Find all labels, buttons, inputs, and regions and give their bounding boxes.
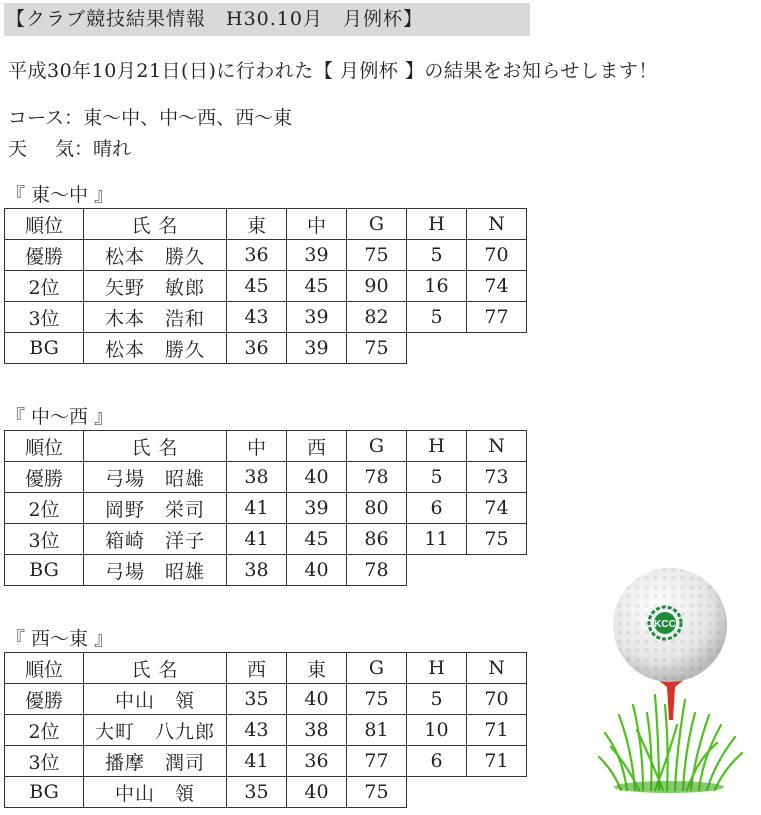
rank-cell: 優勝 <box>5 240 84 271</box>
net-cell: 73 <box>467 462 527 493</box>
table-row <box>5 240 527 271</box>
net-cell: 71 <box>467 715 527 746</box>
name-cell: 大町 八九郎 <box>84 715 227 746</box>
gross-cell: 80 <box>347 493 407 524</box>
score-cell: 35 <box>227 777 287 808</box>
name-cell: 弓場 昭雄 <box>84 555 227 586</box>
score-cell: 45 <box>287 524 347 555</box>
rank-cell: BG <box>5 777 84 808</box>
gross-cell: 90 <box>347 271 407 302</box>
score-cell: 45 <box>287 271 347 302</box>
rank-cell: 3位 <box>5 524 84 555</box>
rank-cell: BG <box>5 333 84 364</box>
gross-cell: 86 <box>347 524 407 555</box>
score-cell: 36 <box>287 746 347 777</box>
table-row <box>5 715 527 746</box>
score-cell: 41 <box>227 493 287 524</box>
rank-cell: 2位 <box>5 715 84 746</box>
table-row <box>5 271 527 302</box>
column-header: H <box>407 209 467 240</box>
score-cell: 39 <box>287 493 347 524</box>
score-cell: 41 <box>227 524 287 555</box>
score-cell: 36 <box>227 333 287 364</box>
handicap-cell: 5 <box>407 462 467 493</box>
gross-cell: 75 <box>347 240 407 271</box>
gross-cell: 77 <box>347 746 407 777</box>
score-cell: 39 <box>287 240 347 271</box>
column-header: 順位 <box>5 209 84 240</box>
score-cell: 38 <box>227 555 287 586</box>
score-cell: 35 <box>227 684 287 715</box>
weather-line <box>8 134 131 161</box>
column-header: N <box>467 209 527 240</box>
table-header-row <box>5 431 527 462</box>
score-cell: 36 <box>227 240 287 271</box>
score-cell: 43 <box>227 302 287 333</box>
rank-cell: 優勝 <box>5 684 84 715</box>
section-heading: 『 西～東 』 <box>6 628 114 650</box>
name-cell: 松本 勝久 <box>84 240 227 271</box>
table-row <box>5 493 527 524</box>
table-row <box>5 524 527 555</box>
course-line <box>8 103 292 130</box>
column-header: 氏 名 <box>84 653 227 684</box>
score-cell: 40 <box>287 777 347 808</box>
table-row <box>5 462 527 493</box>
name-cell: 岡野 栄司 <box>84 493 227 524</box>
best-gross-row <box>5 333 527 364</box>
score-cell: 38 <box>227 462 287 493</box>
net-cell: 70 <box>467 684 527 715</box>
column-header: 順位 <box>5 431 84 462</box>
handicap-cell: 6 <box>407 746 467 777</box>
name-cell: 木本 浩和 <box>84 302 227 333</box>
score-cell: 43 <box>227 715 287 746</box>
section-heading: 『 東～中 』 <box>6 184 114 206</box>
column-header: 東 <box>227 209 287 240</box>
column-header: G <box>347 209 407 240</box>
handicap-cell: 6 <box>407 493 467 524</box>
net-cell: 70 <box>467 240 527 271</box>
column-header: N <box>467 653 527 684</box>
golf-ball-on-tee-icon <box>597 565 747 795</box>
column-header: H <box>407 431 467 462</box>
handicap-cell: 5 <box>407 302 467 333</box>
score-cell: 45 <box>227 271 287 302</box>
table-row <box>5 302 527 333</box>
weather-label-2: 気： <box>55 138 94 160</box>
column-header: G <box>347 653 407 684</box>
column-header: N <box>467 431 527 462</box>
name-cell: 箱崎 洋子 <box>84 524 227 555</box>
gross-cell: 75 <box>347 333 407 364</box>
results-table <box>4 208 527 364</box>
table-row <box>5 684 527 715</box>
column-header: H <box>407 653 467 684</box>
name-cell: 中山 領 <box>84 684 227 715</box>
rank-cell: BG <box>5 555 84 586</box>
net-cell: 74 <box>467 271 527 302</box>
score-cell: 38 <box>287 715 347 746</box>
net-cell: 74 <box>467 493 527 524</box>
best-gross-row <box>5 777 527 808</box>
score-cell: 40 <box>287 684 347 715</box>
handicap-cell: 5 <box>407 240 467 271</box>
name-cell: 播摩 潤司 <box>84 746 227 777</box>
results-table <box>4 652 527 808</box>
column-header: 中 <box>227 431 287 462</box>
intro-text: 平成30年10月21日(日)に行われた【 月例杯 】の結果をお知らせします！ <box>8 60 658 82</box>
column-header: 順位 <box>5 653 84 684</box>
gross-cell: 82 <box>347 302 407 333</box>
net-cell: 75 <box>467 524 527 555</box>
name-cell: 中山 領 <box>84 777 227 808</box>
handicap-cell: 16 <box>407 271 467 302</box>
gross-cell: 81 <box>347 715 407 746</box>
rank-cell: 3位 <box>5 746 84 777</box>
svg-text:KCC: KCC <box>654 619 676 630</box>
score-cell: 39 <box>287 302 347 333</box>
column-header: G <box>347 431 407 462</box>
column-header: 東 <box>287 653 347 684</box>
weather-label-1: 天 <box>8 138 28 160</box>
handicap-cell: 11 <box>407 524 467 555</box>
course-value: 東～中、中～西、西～東 <box>83 107 293 129</box>
rank-cell: 3位 <box>5 302 84 333</box>
net-cell: 77 <box>467 302 527 333</box>
section-heading: 『 中～西 』 <box>6 406 114 428</box>
course-label: コース： <box>8 107 84 129</box>
name-cell: 松本 勝久 <box>84 333 227 364</box>
name-cell: 弓場 昭雄 <box>84 462 227 493</box>
column-header: 西 <box>227 653 287 684</box>
column-header: 中 <box>287 209 347 240</box>
name-cell: 矢野 敏郎 <box>84 271 227 302</box>
results-table <box>4 430 527 586</box>
score-cell: 40 <box>287 462 347 493</box>
table-header-row <box>5 209 527 240</box>
rank-cell: 優勝 <box>5 462 84 493</box>
gross-cell: 78 <box>347 462 407 493</box>
table-row <box>5 746 527 777</box>
gross-cell: 75 <box>347 777 407 808</box>
score-cell: 41 <box>227 746 287 777</box>
rank-cell: 2位 <box>5 271 84 302</box>
page-title: 【クラブ競技結果情報 H30.10月 月例杯】 <box>4 3 530 36</box>
net-cell: 71 <box>467 746 527 777</box>
handicap-cell: 10 <box>407 715 467 746</box>
best-gross-row <box>5 555 527 586</box>
score-cell: 39 <box>287 333 347 364</box>
table-header-row <box>5 653 527 684</box>
column-header: 氏 名 <box>84 209 227 240</box>
column-header: 氏 名 <box>84 431 227 462</box>
gross-cell: 78 <box>347 555 407 586</box>
handicap-cell: 5 <box>407 684 467 715</box>
score-cell: 40 <box>287 555 347 586</box>
rank-cell: 2位 <box>5 493 84 524</box>
column-header: 西 <box>287 431 347 462</box>
gross-cell: 75 <box>347 684 407 715</box>
weather-value: 晴れ <box>93 138 132 160</box>
